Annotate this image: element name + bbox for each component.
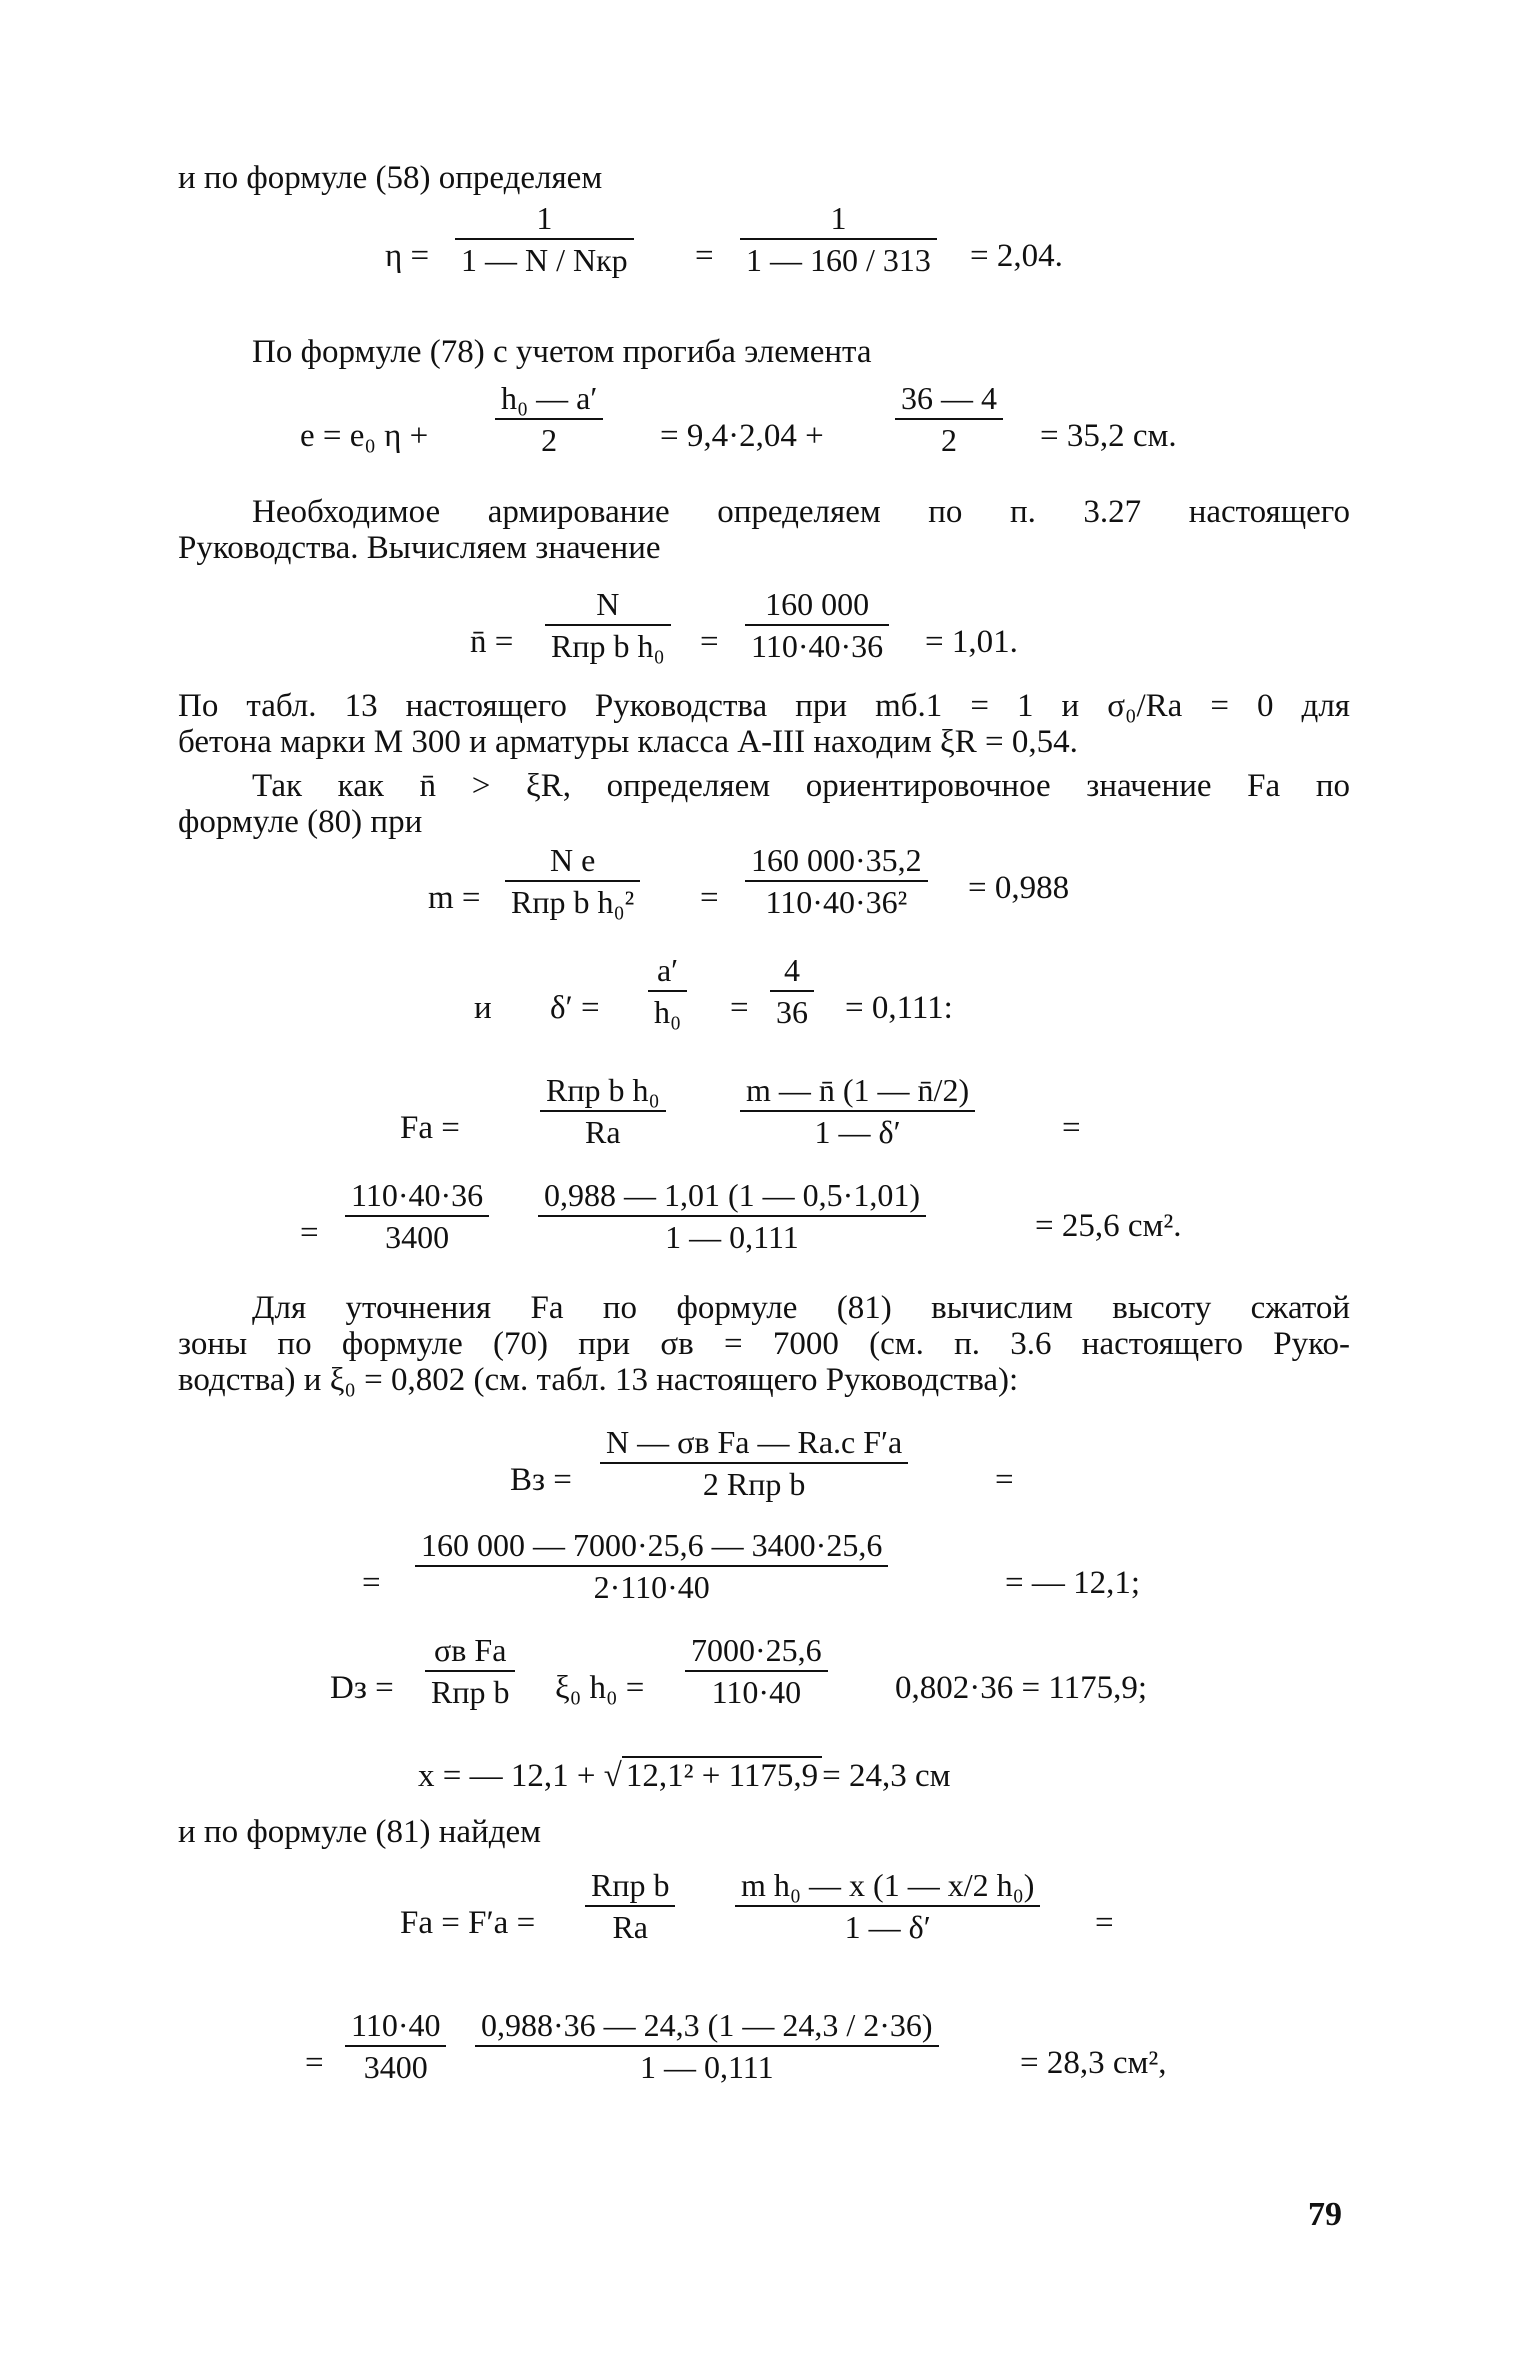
paragraph-formula-78: По формуле (78) с учетом прогиба элемента <box>252 334 872 370</box>
paragraph-armature-b: Руководства. Вычисляем значение <box>178 530 661 566</box>
paragraph-refine-a: Для уточнения Fа по формуле (81) вычислим высоту сжатой <box>252 1290 1350 1326</box>
paragraph-table-13-a: По табл. 13 настоящего Руководства при mб.1 = 1 и σ₀/Rа = 0 для <box>178 688 1350 724</box>
paragraph-refine-c: водства) и ξ₀ = 0,802 (см. табл. 13 настоящего Руководства): <box>178 1362 1019 1398</box>
paragraph-fa-estimate-a: Так как n̄ > ξR, определяем ориентировочное значение Fа по <box>252 768 1350 804</box>
paragraph-table-13-b: бетона марки М 300 и арматуры класса А-III находим ξR = 0,54. <box>178 724 1078 760</box>
paragraph-armature-a: Необходимое армирование определяем по п. 3.27 настоящего <box>252 494 1350 530</box>
page-number: 79 <box>1308 2196 1342 2233</box>
formula-x: x = — 12,1 + √ 12,1² + 1175,9 = 24,3 см <box>418 1758 951 1794</box>
paragraph-refine-b: зоны по формуле (70) при σв = 7000 (см. п. 3.6 настоящего Руко- <box>178 1326 1350 1362</box>
document-page: и по формуле (58) определяем η = 1 1 — N / Nкр = 1 1 — 160 / 313 = 2,04. По формуле (78) с учетом прогиба элемента e = e₀ η + h₀ — a′ 2 = 9,4·2,04 + 36 — 4 2 = 35,2 см. Необходимое армирование определяем по п. 3.27 настоящего Руководства. Вычисляем значение n̄ = N Rпр b h₀ = 160 000 110·40·36 = 1,01. По табл. 13 настоящего Руководства при mб.1 = 1 и σ₀/Rа = 0 для бетона марки М 300 и арматуры класса А-III находим ξR = 0,54. Так как n̄ > ξR, определяем ориентировочное значение Fа по формуле (80) при m = N e Rпр b h₀² = 160 000·35,2 110·40·36² = 0,988 и δ′ = a′ h₀ = 4 36 = 0,111: Fа = Rпр b h₀ Rа m — n̄ (1 — n̄/2) 1 — δ′ = = 110·40·36 3400 0,988 — 1,01 (1 — 0,5·1,01) 1 — 0,111 = 25,6 см². Для уточнения Fа по формуле (81) вычислим высоту сжатой зоны по формуле (70) при σв = 7000 (см. п. 3.6 настоящего Руко- водства) и ξ₀ = 0,802 (см. табл. 13 настоящего Руководства): Bз = N — σв Fа — Rа.с F′а 2 Rпр b = = 160 000 — 7000·25,6 — 3400·25,6 2·110·40 = — 12,1; Dз = σв Fа Rпр b ξ₀ h₀ = 7000·25,6 110·40 0,802·36 = 1175,9; x = — 12,1 + √ 12,1² + 1175,9 = 24,3 см и по формуле (81) найдем Fа = F′а = Rпр b Rа m h₀ — x (1 — x/2 h₀) 1 — δ′ = = 110·40 3400 0,988·36 — 24,3 (1 — 24,3 / 2·36) 1 — 0,111 = 28,3 см², 79 <box>178 160 1350 2233</box>
paragraph-fa-estimate-b: формуле (80) при <box>178 804 423 840</box>
paragraph-find: и по формуле (81) найдем <box>178 1814 542 1850</box>
paragraph-intro: и по формуле (58) определяем <box>178 160 603 196</box>
